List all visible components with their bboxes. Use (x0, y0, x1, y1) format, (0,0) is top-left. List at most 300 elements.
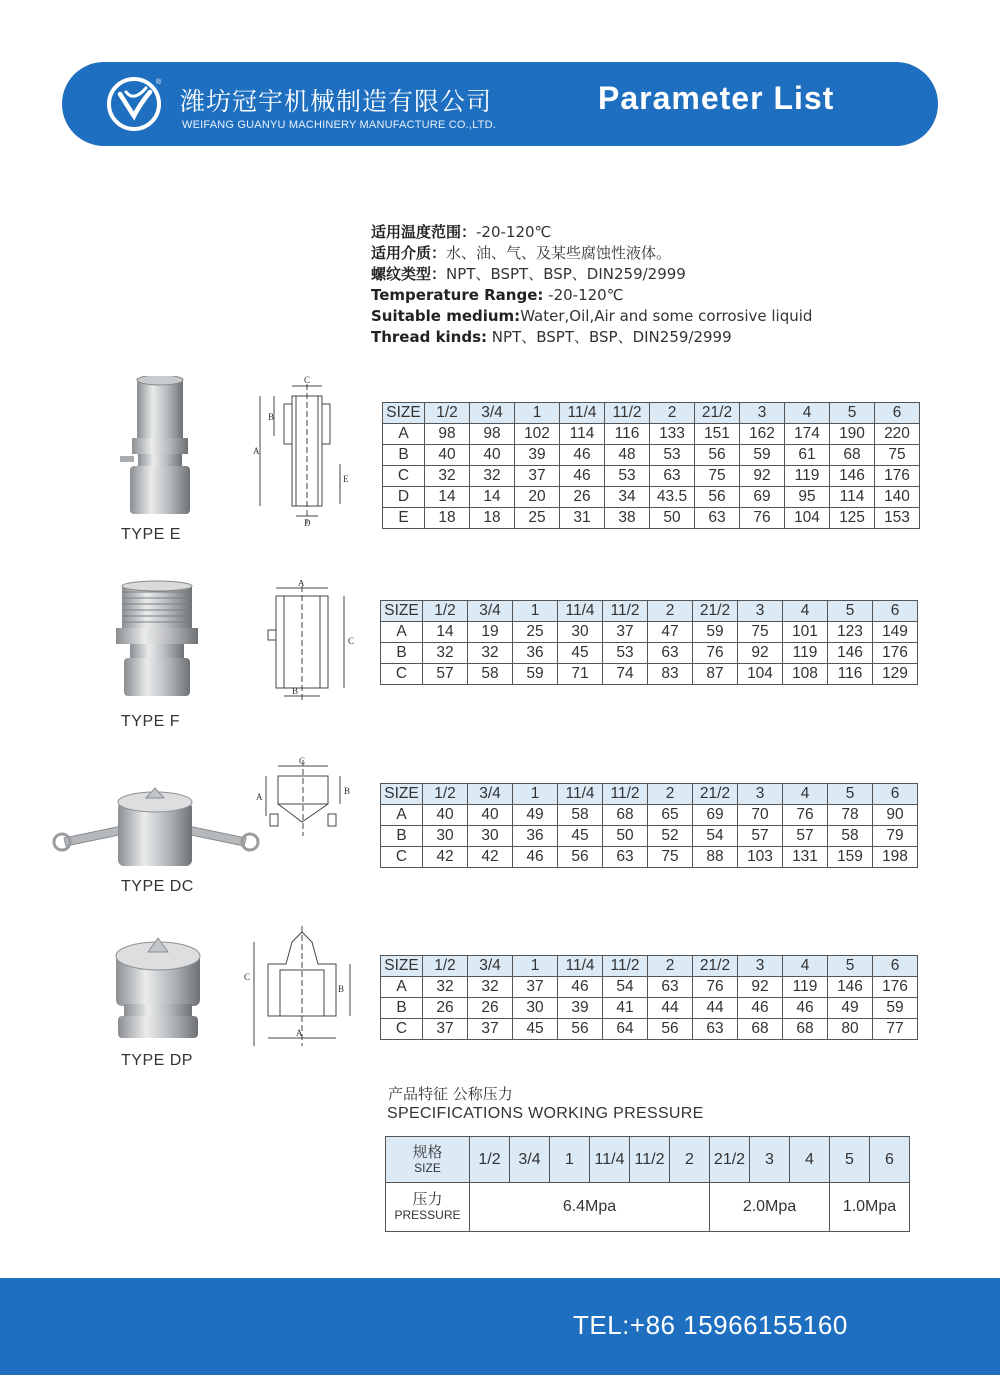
table-cell: SIZE (381, 601, 423, 622)
table-cell: 5 (828, 956, 873, 977)
table-cell: 52 (648, 826, 693, 847)
table-cell: 190 (830, 424, 875, 445)
table-cell: 2 (648, 601, 693, 622)
intro-line: 适用温度范围：-20-120℃ (371, 223, 552, 241)
table-cell: SIZE (383, 403, 425, 424)
table-cell: 3/4 (468, 956, 513, 977)
page-title: Parameter List (598, 80, 835, 116)
table-cell: 58 (558, 805, 603, 826)
table-cell: 129 (873, 664, 918, 685)
table-cell: 3/4 (470, 403, 515, 424)
table-cell: 4 (783, 601, 828, 622)
table-cell: 39 (515, 445, 560, 466)
table-cell: 44 (693, 998, 738, 1019)
table-cell: 46 (513, 847, 558, 868)
table-cell: 80 (828, 1019, 873, 1040)
table-cell: 146 (830, 466, 875, 487)
company-name-cn: 潍坊冠宇机械制造有限公司 (180, 87, 493, 116)
table-cell: 95 (785, 487, 830, 508)
dim-label: A (253, 446, 260, 456)
table-cell: 11/4 (560, 403, 605, 424)
table-cell: 69 (740, 487, 785, 508)
table-cell: 3/4 (510, 1137, 550, 1183)
table-row (381, 664, 918, 685)
table-cell: 5 (828, 784, 873, 805)
table-cell: 174 (785, 424, 830, 445)
table-row (381, 956, 918, 977)
table-row (381, 1019, 918, 1040)
pressure-value: 1.0Mpa (830, 1183, 910, 1232)
table-cell: 2 (648, 956, 693, 977)
dim-label: B (268, 412, 275, 422)
type-dc-photo (50, 782, 262, 872)
table-cell: 44 (648, 998, 693, 1019)
table-row (381, 622, 918, 643)
table-cell: 57 (783, 826, 828, 847)
table-cell: 1 (515, 403, 560, 424)
table-cell: 1 (550, 1137, 590, 1183)
table-cell: 77 (873, 1019, 918, 1040)
table-cell: 75 (875, 445, 920, 466)
table-cell: 2 (648, 784, 693, 805)
dim-label: D (304, 518, 311, 528)
table-cell: 6 (875, 403, 920, 424)
table-cell: 1 (513, 601, 558, 622)
dim-label: E (343, 474, 349, 484)
intro-line: 螺纹类型：NPT、BSPT、BSP、DIN259/2999 (371, 265, 686, 283)
table-cell: 71 (558, 664, 603, 685)
table-cell: 83 (648, 664, 693, 685)
table-cell: A (381, 622, 423, 643)
table-cell: 11/2 (605, 403, 650, 424)
table-cell: 56 (558, 847, 603, 868)
table-cell: 3 (738, 784, 783, 805)
dim-label: A (256, 792, 263, 802)
table-cell: 108 (783, 664, 828, 685)
table-cell: 63 (648, 643, 693, 664)
table-cell: 92 (738, 977, 783, 998)
type-dc-drawing (250, 756, 360, 848)
table-cell: 103 (738, 847, 783, 868)
table-cell: 4 (783, 784, 828, 805)
intro-line: 适用介质：水、油、气、及某些腐蚀性液体。 (371, 244, 672, 262)
table-cell: 21/2 (693, 601, 738, 622)
table-cell: 54 (603, 977, 648, 998)
table-cell: B (381, 826, 423, 847)
type-label: TYPE E (121, 526, 181, 543)
table-cell: 3/4 (468, 601, 513, 622)
table-cell: 49 (828, 998, 873, 1019)
contact-phone: TEL:+86 15966155160 (573, 1310, 848, 1340)
pressure-table (385, 1136, 910, 1232)
type-label: TYPE DC (121, 878, 194, 895)
table-cell: 57 (738, 826, 783, 847)
table-cell: 45 (558, 826, 603, 847)
table-row (381, 847, 918, 868)
table-cell: 159 (828, 847, 873, 868)
intro-line: Suitable medium:Water,Oil,Air and some corrosive liquid (371, 307, 813, 325)
table-cell: 5 (830, 1137, 870, 1183)
table-cell: 68 (603, 805, 648, 826)
type-label: TYPE F (121, 713, 181, 730)
table-cell: 40 (423, 805, 468, 826)
intro-specs (371, 222, 812, 348)
type-e-photo (110, 376, 200, 518)
type-dc-table (380, 783, 918, 868)
table-cell: 14 (470, 487, 515, 508)
table-cell: 32 (423, 977, 468, 998)
table-cell: 6 (873, 601, 918, 622)
header-banner (62, 62, 938, 146)
table-cell: 70 (738, 805, 783, 826)
table-row (383, 487, 920, 508)
table-cell: 56 (648, 1019, 693, 1040)
table-cell: 198 (873, 847, 918, 868)
table-cell: 1/2 (470, 1137, 510, 1183)
table-cell: 36 (513, 643, 558, 664)
dim-label: C (304, 375, 311, 385)
table-cell: 1/2 (423, 601, 468, 622)
table-cell: 4 (785, 403, 830, 424)
table-cell: 3 (738, 601, 783, 622)
table-cell: 76 (693, 643, 738, 664)
table-cell: 119 (783, 643, 828, 664)
table-cell: 37 (603, 622, 648, 643)
table-cell: 11/2 (603, 784, 648, 805)
table-cell: 11/4 (590, 1137, 630, 1183)
table-cell: 6 (870, 1137, 910, 1183)
table-cell: A (383, 424, 425, 445)
table-cell: 11/4 (558, 956, 603, 977)
table-cell: 63 (695, 508, 740, 529)
table-cell: A (381, 805, 423, 826)
table-cell: 6 (873, 784, 918, 805)
pressure-value: 2.0Mpa (710, 1183, 830, 1232)
table-row (383, 445, 920, 466)
table-cell: D (383, 487, 425, 508)
table-cell: 68 (830, 445, 875, 466)
dim-label: A (298, 580, 305, 588)
table-cell: 3 (750, 1137, 790, 1183)
pressure-value: 6.4Mpa (470, 1183, 710, 1232)
intro-line: Thread kinds: NPT、BSPT、BSP、DIN259/2999 (371, 328, 732, 346)
table-cell: 47 (648, 622, 693, 643)
table-cell: E (383, 508, 425, 529)
table-cell: 56 (695, 445, 740, 466)
table-cell: 19 (468, 622, 513, 643)
table-cell: 46 (558, 977, 603, 998)
table-cell: 46 (560, 466, 605, 487)
table-cell: 25 (515, 508, 560, 529)
table-cell: 63 (603, 847, 648, 868)
table-cell: 48 (605, 445, 650, 466)
table-cell: 26 (423, 998, 468, 1019)
footer-banner (0, 1278, 1000, 1375)
table-cell: 26 (560, 487, 605, 508)
table-cell: 59 (740, 445, 785, 466)
dim-label: B (292, 686, 299, 696)
table-cell: 50 (650, 508, 695, 529)
table-cell: 146 (828, 643, 873, 664)
table-cell: 75 (648, 847, 693, 868)
table-cell: 104 (785, 508, 830, 529)
table-cell: A (381, 977, 423, 998)
table-cell: 21/2 (695, 403, 740, 424)
table-cell: 114 (560, 424, 605, 445)
table-cell: 153 (875, 508, 920, 529)
table-cell: 69 (693, 805, 738, 826)
table-cell: 149 (873, 622, 918, 643)
table-cell: 40 (425, 445, 470, 466)
size-header-cell: 规格 SIZE (386, 1137, 470, 1183)
table-cell: 5 (830, 403, 875, 424)
table-cell: 104 (738, 664, 783, 685)
table-cell: 3 (740, 403, 785, 424)
table-cell: 53 (605, 466, 650, 487)
table-cell: 5 (828, 601, 873, 622)
type-f-photo (112, 580, 202, 700)
table-cell: 3 (738, 956, 783, 977)
table-cell: 75 (738, 622, 783, 643)
table-cell: B (383, 445, 425, 466)
table-cell: 79 (873, 826, 918, 847)
table-cell: 30 (468, 826, 513, 847)
dim-label: B (338, 984, 345, 994)
table-cell: 63 (650, 466, 695, 487)
table-cell: 30 (423, 826, 468, 847)
table-cell: 116 (605, 424, 650, 445)
table-cell: 4 (783, 956, 828, 977)
table-cell: 11/4 (558, 601, 603, 622)
table-cell: 42 (468, 847, 513, 868)
type-dp-photo (104, 934, 212, 1042)
table-cell: 1 (513, 956, 558, 977)
dim-label: A (296, 1028, 303, 1038)
table-cell: 42 (423, 847, 468, 868)
table-cell: 176 (873, 643, 918, 664)
table-cell: 37 (468, 1019, 513, 1040)
table-cell: 32 (425, 466, 470, 487)
table-cell: 64 (603, 1019, 648, 1040)
table-cell: 1 (513, 784, 558, 805)
table-cell: 119 (785, 466, 830, 487)
table-cell: 32 (470, 466, 515, 487)
table-cell: 45 (558, 643, 603, 664)
table-cell: 37 (513, 977, 558, 998)
table-cell: 176 (875, 466, 920, 487)
type-f-table (380, 600, 918, 685)
table-cell: 11/2 (630, 1137, 670, 1183)
table-row (381, 805, 918, 826)
pressure-header-cell: 压力 PRESSURE (386, 1183, 470, 1232)
table-cell: 38 (605, 508, 650, 529)
table-cell: C (383, 466, 425, 487)
table-cell: 40 (470, 445, 515, 466)
table-cell: 76 (783, 805, 828, 826)
table-cell: 20 (515, 487, 560, 508)
table-cell: 34 (605, 487, 650, 508)
table-cell: SIZE (381, 784, 423, 805)
table-cell: 63 (648, 977, 693, 998)
table-row (383, 424, 920, 445)
table-cell: B (381, 998, 423, 1019)
table-row (381, 601, 918, 622)
table-cell: 14 (425, 487, 470, 508)
type-dp-drawing (240, 926, 360, 1062)
table-cell: 53 (603, 643, 648, 664)
table-cell: 46 (783, 998, 828, 1019)
table-cell: 21/2 (710, 1137, 750, 1183)
table-cell: 59 (693, 622, 738, 643)
intro-line: Temperature Range: -20-120℃ (371, 286, 624, 304)
table-cell: C (381, 847, 423, 868)
svg-text:®: ® (156, 79, 162, 86)
table-cell: 45 (513, 1019, 558, 1040)
table-cell: 140 (875, 487, 920, 508)
table-cell: 14 (423, 622, 468, 643)
table-cell: 101 (783, 622, 828, 643)
table-cell: 37 (423, 1019, 468, 1040)
table-cell: 1/2 (423, 956, 468, 977)
table-cell: 88 (693, 847, 738, 868)
table-cell: 59 (513, 664, 558, 685)
table-cell: 133 (650, 424, 695, 445)
table-row (383, 508, 920, 529)
table-cell: 32 (468, 643, 513, 664)
table-cell: 56 (695, 487, 740, 508)
table-cell: 146 (828, 977, 873, 998)
table-cell: 116 (828, 664, 873, 685)
company-name-en: WEIFANG GUANYU MACHINERY MANUFACTURE CO.,LTD. (182, 119, 496, 131)
table-cell: 56 (558, 1019, 603, 1040)
table-cell: 37 (515, 466, 560, 487)
table-cell: 87 (693, 664, 738, 685)
table-cell: 220 (875, 424, 920, 445)
spec-title-cn: 产品特征 公称压力 (388, 1085, 513, 1103)
spec-title-en: SPECIFICATIONS WORKING PRESSURE (387, 1105, 704, 1122)
table-cell: 21/2 (693, 784, 738, 805)
table-cell: 11/4 (558, 784, 603, 805)
table-cell: 119 (783, 977, 828, 998)
type-dp-table (380, 955, 918, 1040)
table-cell: 74 (603, 664, 648, 685)
table-cell: 78 (828, 805, 873, 826)
table-cell: 176 (873, 977, 918, 998)
dim-label: B (344, 786, 351, 796)
table-cell: 2 (670, 1137, 710, 1183)
table-cell: 49 (513, 805, 558, 826)
table-row (381, 826, 918, 847)
table-cell: 123 (828, 622, 873, 643)
table-row (386, 1137, 910, 1183)
table-cell: 76 (740, 508, 785, 529)
table-cell: 4 (790, 1137, 830, 1183)
table-row (386, 1183, 910, 1232)
table-cell: 92 (740, 466, 785, 487)
table-cell: 68 (738, 1019, 783, 1040)
table-cell: 32 (423, 643, 468, 664)
table-cell: 59 (873, 998, 918, 1019)
table-row (381, 998, 918, 1019)
table-cell: 54 (693, 826, 738, 847)
table-cell: 102 (515, 424, 560, 445)
table-cell: 76 (693, 977, 738, 998)
table-cell: 162 (740, 424, 785, 445)
table-cell: C (381, 1019, 423, 1040)
table-row (381, 977, 918, 998)
table-cell: 1/2 (423, 784, 468, 805)
table-cell: 30 (558, 622, 603, 643)
table-cell: 114 (830, 487, 875, 508)
table-cell: B (381, 643, 423, 664)
table-cell: 21/2 (693, 956, 738, 977)
table-cell: 25 (513, 622, 558, 643)
table-cell: 6 (873, 956, 918, 977)
table-cell: 68 (783, 1019, 828, 1040)
table-cell: 2 (650, 403, 695, 424)
table-cell: 43.5 (650, 487, 695, 508)
table-cell: 98 (470, 424, 515, 445)
table-cell: 40 (468, 805, 513, 826)
table-cell: 92 (738, 643, 783, 664)
table-row (383, 466, 920, 487)
table-cell: 58 (468, 664, 513, 685)
table-cell: 125 (830, 508, 875, 529)
type-e-table (382, 402, 920, 529)
type-label: TYPE DP (121, 1052, 193, 1069)
dim-label: C (348, 636, 355, 646)
table-cell: 46 (560, 445, 605, 466)
table-cell: 75 (695, 466, 740, 487)
table-row (383, 403, 920, 424)
table-row (381, 784, 918, 805)
table-cell: 151 (695, 424, 740, 445)
table-cell: 90 (873, 805, 918, 826)
table-cell: 18 (425, 508, 470, 529)
table-cell: 57 (423, 664, 468, 685)
table-cell: 31 (560, 508, 605, 529)
table-row (381, 643, 918, 664)
table-cell: 1/2 (425, 403, 470, 424)
table-cell: 53 (650, 445, 695, 466)
table-cell: 11/2 (603, 601, 648, 622)
table-cell: 131 (783, 847, 828, 868)
table-cell: 58 (828, 826, 873, 847)
table-cell: 50 (603, 826, 648, 847)
dim-label: C (299, 756, 306, 766)
table-cell: 46 (738, 998, 783, 1019)
table-cell: C (381, 664, 423, 685)
table-cell: SIZE (381, 956, 423, 977)
table-cell: 98 (425, 424, 470, 445)
table-cell: 39 (558, 998, 603, 1019)
table-cell: 32 (468, 977, 513, 998)
guanyu-logo-icon (106, 76, 162, 132)
table-cell: 26 (468, 998, 513, 1019)
table-cell: 61 (785, 445, 830, 466)
table-cell: 18 (470, 508, 515, 529)
table-cell: 41 (603, 998, 648, 1019)
dim-label: C (244, 972, 251, 982)
table-cell: 36 (513, 826, 558, 847)
table-cell: 63 (693, 1019, 738, 1040)
type-e-drawing (244, 374, 354, 530)
type-f-drawing (258, 580, 358, 710)
table-cell: 30 (513, 998, 558, 1019)
table-cell: 65 (648, 805, 693, 826)
table-cell: 3/4 (468, 784, 513, 805)
table-cell: 11/2 (603, 956, 648, 977)
